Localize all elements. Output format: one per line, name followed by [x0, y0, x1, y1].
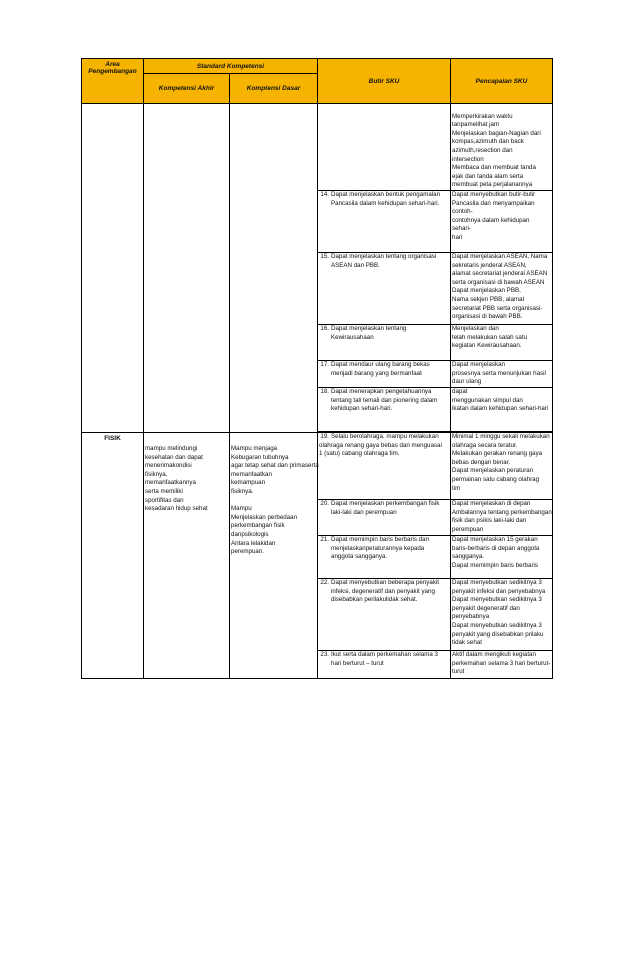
- capaian-line: telah melakukan salah satu: [452, 333, 527, 341]
- capaian-line: ejak dan tanda alam serta: [452, 172, 524, 180]
- capaian-line: Aktif dalam mengikuti kegiatan: [452, 651, 536, 658]
- butir-item-17: [318, 361, 451, 388]
- capaian-item-19: [451, 433, 553, 500]
- capaian-line: ikatan dalam kehidupan sehari-hari: [452, 405, 549, 413]
- capaian-line: alamat secretariat jenderal ASEAN: [452, 270, 548, 278]
- capaian-line: penyebabnya: [452, 613, 490, 621]
- butir-item-20: [318, 500, 451, 536]
- item-number: 22.: [320, 579, 329, 586]
- capaian-line: Dapat menyebutkan butir-butir: [452, 191, 536, 198]
- butir-line: anggota sangganya.: [331, 553, 388, 561]
- item-number: 17.: [320, 361, 329, 368]
- dasar-line: danpsikologis: [231, 530, 269, 538]
- akhir-line: mampu melindungi: [145, 445, 198, 452]
- butir-line: Ikut serta dalam perkemahan selama 3: [331, 651, 438, 658]
- butir-line: Dapat menjelaskan bentuk pengamalan: [331, 191, 441, 198]
- capaian-line: turut: [452, 668, 465, 676]
- capaian-line: Menjelaskan bagian-Nagian dari: [452, 129, 541, 137]
- dasar-line: perkembangan fisik: [231, 522, 285, 530]
- dasar-line: perempuan.: [231, 548, 265, 556]
- capaian-line: Dapat menyebutkan sedikitnya 3: [452, 596, 542, 604]
- akhir-line: memanfaatkannya: [145, 479, 196, 487]
- capaian-line: dapat: [452, 388, 468, 395]
- butir-line: hari berturut – turut: [331, 659, 384, 667]
- capaian-line: permainan satu cabang olahrag: [452, 475, 540, 483]
- capaian-item-22: [451, 579, 553, 651]
- butir-line: ASEAN dan PBB.: [331, 261, 380, 269]
- capaian-top: [451, 104, 553, 191]
- dasar-line: Antara lelakidan: [231, 539, 276, 547]
- akhir-line: kesehatan dan dapat: [145, 453, 203, 461]
- butir-line: disebabkan perilakulidak sehat.: [331, 596, 418, 604]
- area-cell-empty: [82, 104, 144, 433]
- capaian-item-16: [451, 325, 553, 361]
- capaian-line: Memperkirakan waktu: [452, 112, 513, 120]
- capaian-line: perempuan: [452, 525, 484, 533]
- akhir-line: fisiknya,: [145, 470, 168, 478]
- butir-item-15: [318, 253, 451, 325]
- butir-line: tentang tali temali dan pionering dalam: [331, 396, 438, 404]
- header-standard-kompetensi: Standard Kompetensi: [144, 59, 318, 74]
- capaian-line: Dapat menjelaskan di depan: [452, 500, 531, 507]
- capaian-line: bebas dengan benar.: [452, 458, 511, 466]
- capaian-line: Pancasila dan menyampaikan: [452, 199, 535, 207]
- dasar-line: Menjelaskan perbedaan: [231, 513, 298, 521]
- dasar-line: Kebugaran tubuhnya: [231, 453, 289, 461]
- capaian-line: fisik dan psikis laki-laki dan: [452, 517, 527, 525]
- capaian-line: tanpamelihat jam: [452, 121, 500, 129]
- capaian-line: contoh-: [452, 208, 473, 216]
- dasar-line: fisiknya.: [231, 487, 254, 495]
- butir-item-23: [318, 651, 451, 679]
- dasar-line: Mampu menjaga: [231, 445, 278, 452]
- capaian-line: intersection: [452, 155, 484, 163]
- butir-item-21: [318, 536, 451, 579]
- capaian-line: Membaca dan membuat tanda: [452, 164, 536, 172]
- item-number: 18.: [320, 388, 329, 395]
- capaian-line: hari: [452, 233, 463, 241]
- capaian-item-23: [451, 651, 553, 679]
- capaian-line: penyakit infeksi dan penyebabnya: [452, 587, 546, 595]
- butir-line: Dapat menjelaskan tentang organisasi: [331, 253, 437, 260]
- capaian-line: Dapat menyebutkan sedikitnya 3: [452, 621, 542, 629]
- capaian-line: organisasi di bawah PBB.: [452, 313, 523, 321]
- dasar-line: memanfaatkan: [231, 470, 272, 478]
- butir-line: menjadi barang yang bermanfaat: [331, 369, 422, 377]
- butir-line: Dapat mendaur ulang barang bekas: [331, 361, 430, 368]
- capaian-item-18: [451, 388, 553, 432]
- dasar-line: [231, 497, 316, 506]
- capaian-line: prosesnya serta menunjukan hasil: [452, 369, 546, 377]
- capaian-line: olahraga secara teratur.: [452, 441, 518, 449]
- header-kompetensi-dasar: Komptensi Dasar: [230, 74, 318, 104]
- capaian-line: daur ulang: [452, 378, 482, 386]
- item-number: 19.: [320, 433, 329, 440]
- capaian-line: secretariat PBB serta organisasi-: [452, 304, 543, 312]
- header-area: Area Pengembangan: [82, 59, 144, 104]
- capaian-line: serta organisasi di bawah ASEAN: [452, 278, 545, 286]
- capaian-line: Dapat menjelaskan peraturan: [452, 467, 534, 475]
- capaian-line: kompas,azimuth dan back: [452, 138, 524, 146]
- butir-item-14: [318, 191, 451, 253]
- capaian-line: Dapat menjelaskan PBB,: [452, 287, 521, 295]
- butir-line: Dapat menjelaskan perkembangan fisik: [331, 500, 440, 507]
- capaian-line: sangganya.: [452, 553, 484, 561]
- capaian-line: Melakukan gerakan renang gaya: [452, 450, 543, 458]
- capaian-item-20: [451, 500, 553, 536]
- capaian-line: azimuth,resection dan: [452, 147, 513, 155]
- item-number: 21.: [320, 536, 329, 543]
- akhir-line: menerimakondisi: [145, 462, 192, 470]
- dasar-line: agar tetap sehat dan primaserta: [231, 462, 319, 470]
- item-number: 23.: [320, 651, 329, 658]
- capaian-line: Menjelaskan dan: [452, 325, 499, 332]
- butir-line: Dapat menjelaskan tentang: [331, 325, 407, 332]
- butir-item-19: [318, 433, 451, 500]
- butir-line: laki-laki dan perempuan: [331, 508, 397, 516]
- capaian-line: tidak sehat: [452, 639, 482, 647]
- capaian-item-14: [451, 191, 553, 253]
- capaian-line: penyakit degeneratif dan: [452, 604, 520, 612]
- header-kompetensi-akhir: Kompetensi Akhir: [144, 74, 230, 104]
- capaian-line: tim: [452, 484, 461, 492]
- capaian-line: Dapat memimpin baris berbaris: [452, 561, 538, 569]
- butir-item-18: [318, 388, 451, 432]
- capaian-line: kegiatan Kewirausahaan.: [452, 342, 522, 350]
- capaian-line: Ambalannya tentang perkembangan: [452, 508, 552, 516]
- butir-line: Selalu berolahraga, mampu melakukan: [331, 433, 439, 440]
- butir-line: kehidupan sehari-hari.: [331, 405, 393, 413]
- butir-line: Pancasila dalam kehidupan sehari-hari.: [331, 199, 440, 207]
- capaian-line: sekretaris jenderal ASEAN,: [452, 261, 527, 269]
- sku-table: [81, 58, 553, 679]
- butir-line: 1 (satu) cabang olahraga tim.: [319, 450, 400, 458]
- capaian-item-17: [451, 361, 553, 388]
- akhir-line: kesadaran hidup sehat: [145, 505, 208, 513]
- akhir-line: serta memiliki: [145, 487, 183, 495]
- capaian-line: Minimal 1 minggu sekali melakukan: [452, 433, 550, 440]
- dasar-cell-empty: [230, 104, 318, 433]
- butir-item-22: [318, 579, 451, 651]
- capaian-item-15: [451, 253, 553, 325]
- butir-line: infeksi, degeneratif dan penyakit yang: [331, 587, 435, 595]
- capaian-line: contohnya dalam kehidupan: [452, 216, 530, 224]
- fisik-kompetensi-akhir: [144, 433, 230, 679]
- butir-line: Dapat menerapkan pengetahuannya: [331, 388, 432, 395]
- fisik-kompetensi-dasar: [230, 433, 318, 679]
- butir-line: olahraga renang gaya bebas dan menguasai: [319, 441, 442, 449]
- akhir-line: sportifitas dan: [145, 496, 184, 504]
- akhir-cell-empty: [144, 104, 230, 433]
- dasar-line: Mampu: [231, 505, 252, 513]
- capaian-line: penyakit yang disebabkan prilaku: [452, 630, 544, 638]
- capaian-line: baris-berbaris di depan anggota: [452, 544, 540, 552]
- capaian-line: Dapat menjelaskan: [452, 361, 505, 368]
- capaian-line: Dapat menjelaskan ASEAN, Nama: [452, 253, 548, 260]
- butir-line: Dapat menyebutkan beberapa penyakit: [331, 579, 440, 586]
- capaian-line: sehari-: [452, 225, 471, 233]
- sku-table-sheet: [81, 58, 552, 679]
- butir-line: Kewirausahaan: [331, 333, 374, 341]
- capaian-line: Dapat menjelaskan 15 gerakan: [452, 536, 538, 543]
- item-number: 20.: [320, 500, 329, 507]
- item-number: 16.: [320, 325, 329, 332]
- butir-item-16: [318, 325, 451, 361]
- capaian-line: perkemahan selama 3 hari berturut-: [452, 659, 551, 667]
- capaian-item-21: [451, 536, 553, 579]
- dasar-line: kemampuan: [231, 479, 266, 487]
- butir-line: Dapat memimpin baris berbaris dan: [331, 536, 430, 543]
- butir-cell-empty: [318, 104, 451, 191]
- capaian-line: menggunakan simpul dan: [452, 396, 523, 404]
- item-number: 15.: [320, 253, 329, 260]
- capaian-line: membuat peta perjalanannya: [452, 181, 533, 189]
- header-butir-sku: Butir SKU: [318, 59, 451, 104]
- butir-line: menjelaskanperaturannya kepada: [331, 544, 425, 552]
- capaian-line: Nama sekjen PBB, alamat: [452, 295, 525, 303]
- area-fisik: FISIK: [82, 433, 144, 679]
- item-number: 14.: [320, 191, 329, 198]
- capaian-line: Dapat menyebutkan sedikitnya 3: [452, 579, 542, 586]
- header-pencapaian-sku: Pencapaian SKU: [451, 59, 553, 104]
